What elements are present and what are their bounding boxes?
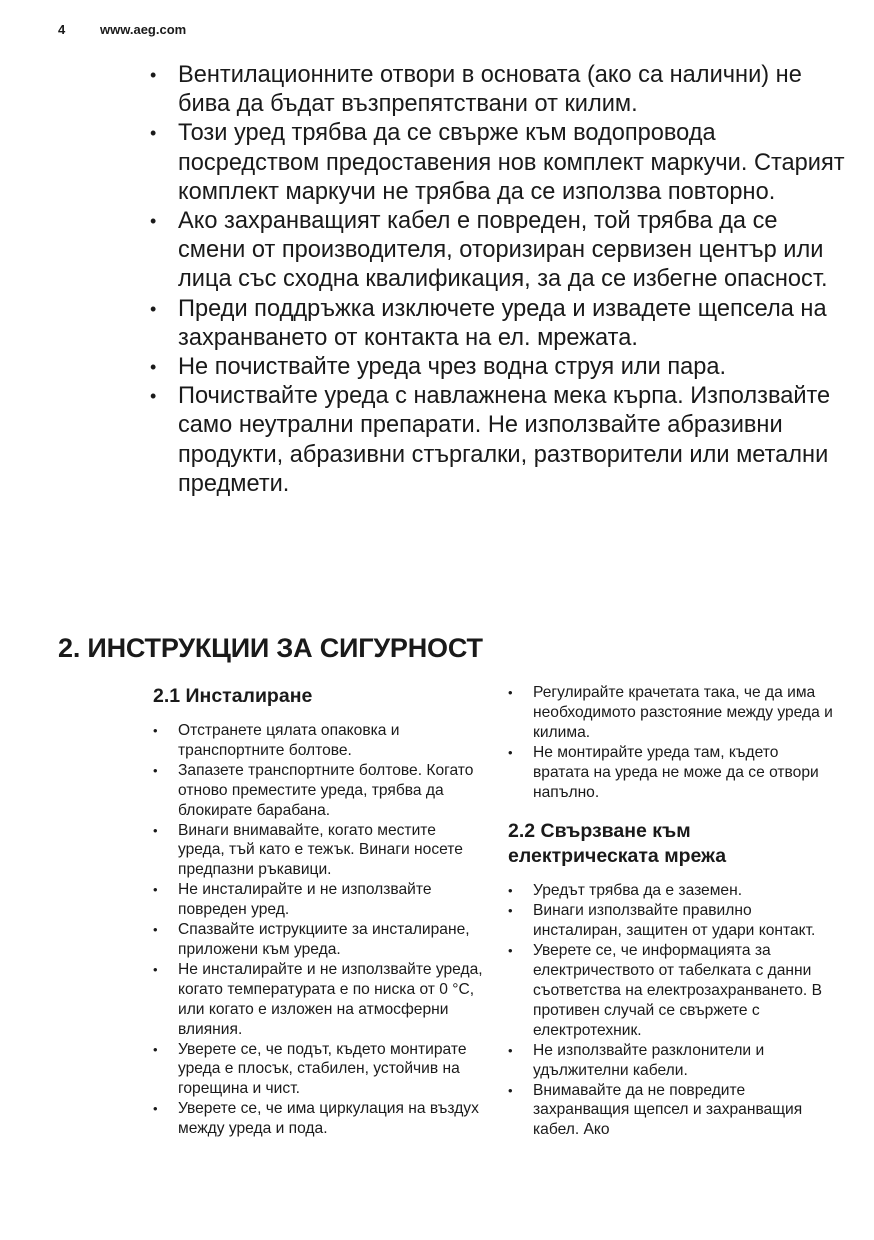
page-header	[58, 22, 186, 37]
list-item: • Не почиствайте уреда чрез водна струя или пара.	[150, 353, 850, 382]
spacer	[508, 802, 838, 819]
website-url: www.aeg.com	[100, 22, 187, 37]
right-column	[508, 683, 838, 1140]
page-number: 4	[58, 22, 66, 37]
list-item: • Винаги използвайте правилно инсталиран, защитен от удари контакт.	[508, 901, 838, 941]
list-item: • Отстранете цялата опаковка и транспортните болтове.	[153, 721, 483, 761]
installation-list-continued	[508, 683, 838, 802]
list-item: • Внимавайте да не повредите захранващия щепсел и захранващия кабел. Ако	[508, 1081, 838, 1141]
list-item: • Този уред трябва да се свърже към водопровода посредством предоставения нов комплект маркучи. Старият комплект маркучи не трябва да се използва повторно.	[150, 119, 850, 207]
list-item: • Винаги внимавайте, когато местите уреда, тъй като е тежък. Винаги носете предпазни ръкавици.	[153, 821, 483, 881]
list-item: • Почиствайте уреда с навлажнена мека кърпа. Използвайте само неутрални препарати. Не използвайте абразивни продукти, абразивни стъргалки, разтворители или метални предмети.	[150, 382, 850, 499]
list-item: • Не монтирайте уреда там, където вратата на уреда не може да се отвори напълно.	[508, 743, 838, 803]
installation-heading: 2.1 Инсталиране	[153, 685, 313, 707]
list-item: • Не инсталирайте и не използвайте уреда, когато температурата е по ниска от 0 °C, или когато е изложен на атмосферни влияния.	[153, 960, 483, 1040]
list-item: • Ако захранващият кабел е повреден, той трябва да се смени от производителя, оторизиран сервизен център или лица със сходна квалификация, за да се избегне опасност.	[150, 207, 850, 295]
electrical-heading: 2.2 Свързване към електрическата мрежа	[508, 820, 727, 868]
list-item: • Регулирайте крачетата така, че да има необходимото разстояние между уреда и килима.	[508, 683, 838, 743]
list-item: • Уредът трябва да е заземен.	[508, 881, 838, 901]
list-item: • Уверете се, че подът, където монтирате уреда е плосък, стабилен, устойчив на горещина и чист.	[153, 1040, 483, 1100]
list-item: • Преди поддръжка изключете уреда и извадете щепсела на захранването от контакта на ел. мрежата.	[150, 295, 850, 353]
installation-list	[153, 721, 483, 1139]
list-item: • Уверете се, че информацията за електричеството от табелката с данни съответства на електрозахранването. В противен случай се свържете с електротехник.	[508, 941, 838, 1041]
list-item: • Не използвайте разклонители и удължителни кабели.	[508, 1041, 838, 1081]
list-item: • Спазвайте иструкциите за инсталиране, приложени към уреда.	[153, 920, 483, 960]
list-item: • Уверете се, че има циркулация на въздух между уреда и пода.	[153, 1099, 483, 1139]
list-item: • Не инсталирайте и не използвайте повреден уред.	[153, 880, 483, 920]
list-item: • Запазете транспортните болтове. Когато отново преместите уреда, трябва да блокирате барабана.	[153, 761, 483, 821]
left-column	[153, 684, 483, 1139]
warnings-list	[150, 61, 850, 499]
section-title: 2. ИНСТРУКЦИИ ЗА СИГУРНОСТ	[58, 633, 483, 663]
electrical-list	[508, 881, 838, 1140]
list-item: • Вентилационните отвори в основата (ако са налични) не бива да бъдат възпрепятствани от килим.	[150, 61, 850, 119]
